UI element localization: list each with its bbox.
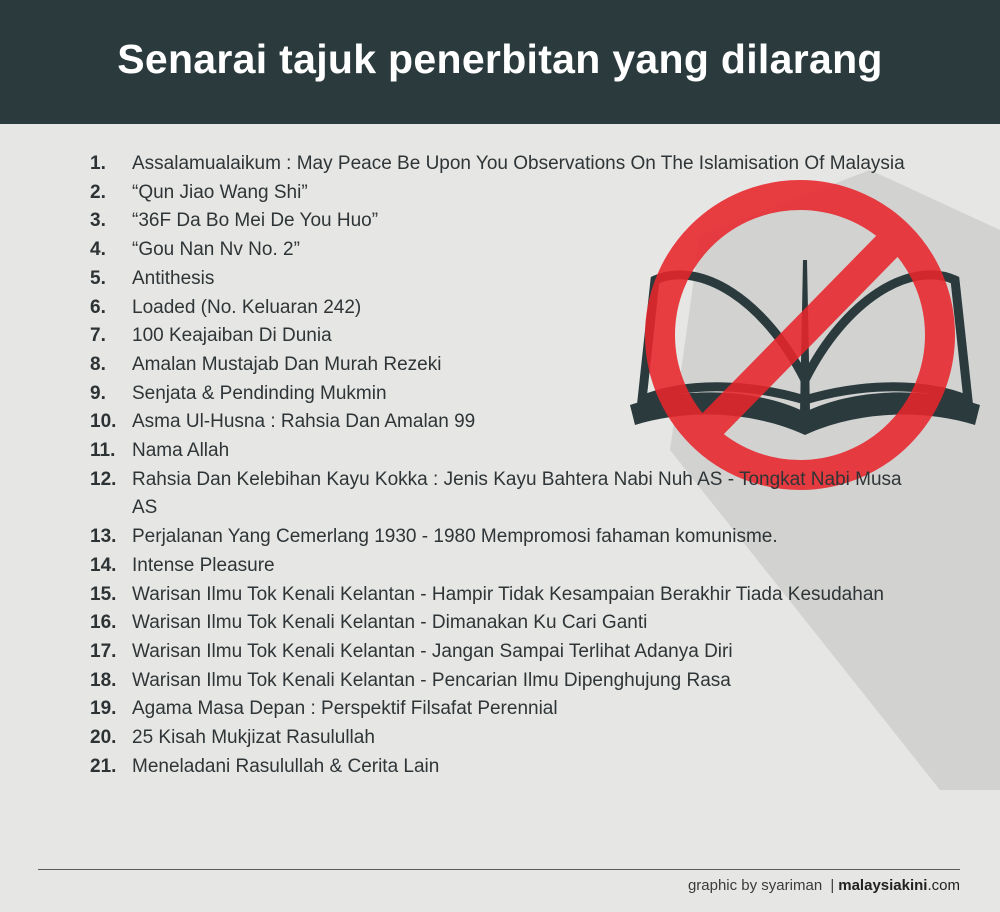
item-number: 9. (90, 382, 106, 404)
list-item (90, 351, 930, 380)
item-title: “Qun Jiao Wang Shi” (132, 181, 308, 203)
brand-suffix: .com (927, 877, 960, 894)
item-title: Nama Allah (132, 440, 230, 462)
footer-credit (688, 877, 960, 894)
item-number: 17. (90, 640, 117, 662)
item-title: 25 Kisah Mukjizat Rasulullah (132, 727, 375, 749)
item-number: 15. (90, 583, 117, 605)
item-number: 6. (90, 296, 106, 318)
list-item (90, 207, 930, 236)
item-number: 3. (90, 210, 106, 232)
item-title: Senjata & Pendinding Mukmin (132, 382, 387, 404)
item-number: 16. (90, 612, 117, 634)
list-item (90, 667, 930, 696)
item-title: Meneladani Rasulullah & Cerita Lain (132, 755, 440, 777)
banned-publications-list (90, 150, 930, 781)
list-item (90, 466, 930, 523)
item-number: 7. (90, 325, 106, 347)
list-item (90, 552, 930, 581)
list-item (90, 724, 930, 753)
item-number: 8. (90, 353, 106, 375)
page-title: Senarai tajuk penerbitan yang dilarang (117, 35, 883, 82)
item-title: Asma Ul-Husna : Rahsia Dan Amalan 99 (132, 411, 476, 433)
list-item (90, 179, 930, 208)
item-title: Assalamualaikum : May Peace Be Upon You Observations On The Islamisation Of Malaysia (132, 153, 905, 174)
item-title: Warisan Ilmu Tok Kenali Kelantan - Pencarian Ilmu Dipenghujung Rasa (132, 669, 731, 691)
list-item (90, 581, 930, 610)
item-title: Perjalanan Yang Cemerlang 1930 - 1980 Mempromosi fahaman komunisme. (132, 526, 778, 548)
item-number: 5. (90, 267, 106, 289)
item-number: 18. (90, 669, 117, 691)
list-item (90, 380, 930, 409)
item-title: Agama Masa Depan : Perspektif Filsafat Perennial (132, 698, 558, 720)
item-number: 21. (90, 755, 117, 777)
item-title: Warisan Ilmu Tok Kenali Kelantan - Hampir Tidak Kesampaian Berakhir Tiada Kesudahan (132, 583, 884, 605)
item-title: 100 Keajaiban Di Dunia (132, 325, 332, 347)
item-number: 4. (90, 239, 106, 261)
item-number: 11. (90, 440, 116, 462)
item-number: 20. (90, 727, 117, 749)
item-number: 2. (90, 181, 106, 203)
list-item (90, 322, 930, 351)
item-title: Rahsia Dan Kelebihan Kayu Kokka : Jenis Kayu Bahtera Nabi Nuh AS - Tongkat Nabi Musa AS (132, 468, 902, 519)
item-number: 10. (90, 411, 117, 433)
list-item (90, 236, 930, 265)
item-title: Amalan Mustajab Dan Murah Rezeki (132, 353, 442, 375)
list-item (90, 695, 930, 724)
item-title: “36F Da Bo Mei De You Huo” (132, 210, 379, 232)
item-title: “Gou Nan Nv No. 2” (132, 239, 300, 261)
list-item (90, 523, 930, 552)
item-title: Loaded (No. Keluaran 242) (132, 296, 362, 318)
list-item (90, 408, 930, 437)
item-title: Antithesis (132, 267, 215, 289)
list-item (90, 437, 930, 466)
list-item (90, 265, 930, 294)
item-title: Warisan Ilmu Tok Kenali Kelantan - Dimanakan Ku Cari Ganti (132, 612, 648, 634)
item-number: 1. (90, 153, 106, 174)
list-item (90, 609, 930, 638)
item-number: 14. (90, 554, 117, 576)
brand-name: malaysiakini (838, 877, 928, 894)
item-title: Warisan Ilmu Tok Kenali Kelantan - Jangan Sampai Terlihat Adanya Diri (132, 640, 733, 662)
item-title: Intense Pleasure (132, 554, 275, 576)
footer-divider (38, 869, 960, 870)
item-number: 12. (90, 468, 117, 490)
header-banner (0, 0, 1000, 124)
item-number: 19. (90, 698, 117, 720)
list-item (90, 638, 930, 667)
item-number: 13. (90, 526, 117, 548)
credit-text: graphic by syariman (687, 877, 823, 894)
list-item (90, 150, 930, 179)
credit-separator: | (830, 877, 835, 894)
list-item (90, 753, 930, 782)
list-item (90, 294, 930, 323)
